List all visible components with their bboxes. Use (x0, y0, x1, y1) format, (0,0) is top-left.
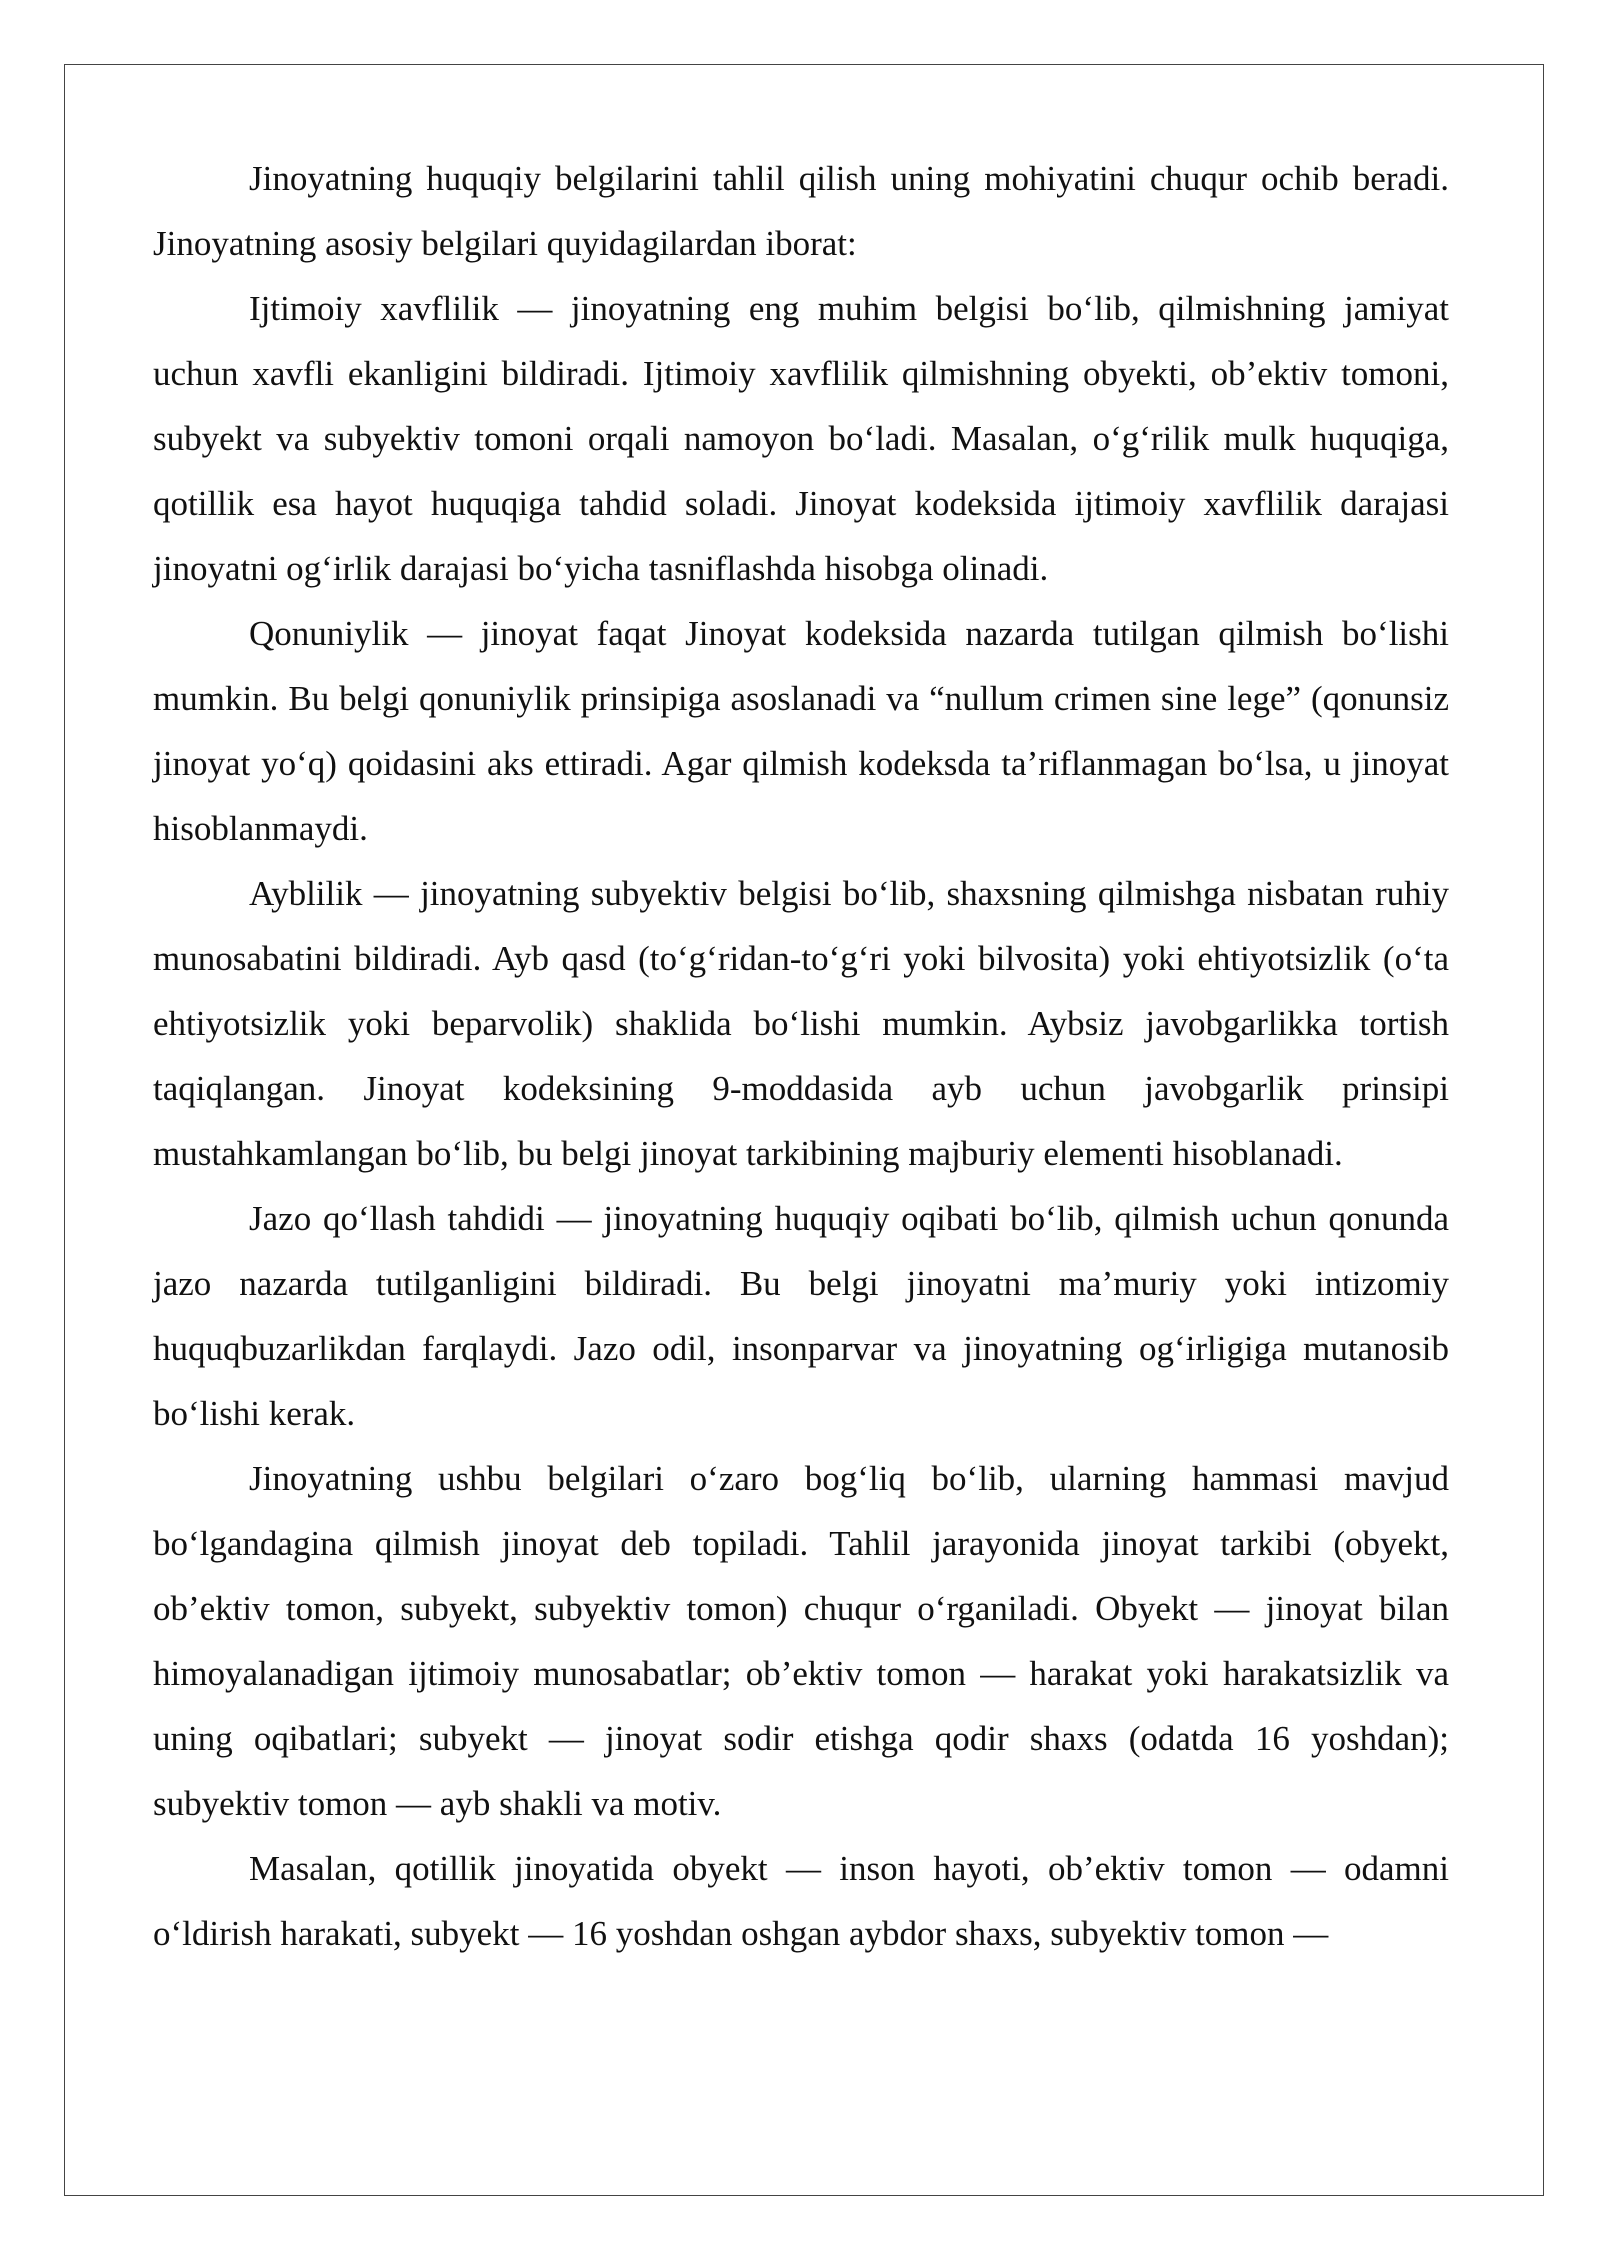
paragraph-punishment-threat: Jazo qo‘llash tahdidi — jinoyatning huquqiy oqibati bo‘lib, qilmish uchun qonunda jazo nazarda tutilganligini bildiradi. Bu belgi jinoyatni ma’muriy yoki intizomiy huquqbuzarlikdan farqlaydi. Jazo odil, insonparvar va jinoyatning og‘irligiga mutanosib bo‘lishi kerak. (153, 1199, 1449, 1433)
paragraph-example-murder: Masalan, qotillik jinoyatida obyekt — inson hayoti, ob’ektiv tomon — odamni o‘ldirish harakati, subyekt — 16 yoshdan oshgan aybdor shaxs, subyektiv tomon — (153, 1849, 1449, 1953)
paragraph-intro: Jinoyatning huquqiy belgilarini tahlil qilish uning mohiyatini chuqur ochib beradi. Jinoyatning asosiy belgilari quyidagilardan iborat: (153, 159, 1449, 263)
document-body (153, 146, 1449, 1966)
paragraph-crime-composition: Jinoyatning ushbu belgilari o‘zaro bog‘liq bo‘lib, ularning hammasi mavjud bo‘lgandagina qilmish jinoyat deb topiladi. Tahlil jarayonida jinoyat tarkibi (obyekt, ob’ektiv tomon, subyekt, subyektiv tomon) chuqur o‘rganiladi. Obyekt — jinoyat bilan himoyalanadigan ijtimoiy munosabatlar; ob’ektiv tomon — harakat yoki harakatsizlik va uning oqibatlari; subyekt — jinoyat sodir etishga qodir shaxs (odatda 16 yoshdan); subyektiv tomon — ayb shakli va motiv. (153, 1459, 1449, 1823)
paragraph-social-danger: Ijtimoiy xavflilik — jinoyatning eng muhim belgisi bo‘lib, qilmishning jamiyat uchun xavfli ekanligini bildiradi. Ijtimoiy xavflilik qilmishning obyekti, ob’ektiv tomoni, subyekt va subyektiv tomoni orqali namoyon bo‘ladi. Masalan, o‘g‘rilik mulk huquqiga, qotillik esa hayot huquqiga tahdid soladi. Jinoyat kodeksida ijtimoiy xavflilik darajasi jinoyatni og‘irlik darajasi bo‘yicha tasniflashda hisobga olinadi. (153, 289, 1449, 588)
paragraph-guilt: Ayblilik — jinoyatning subyektiv belgisi bo‘lib, shaxsning qilmishga nisbatan ruhiy munosabatini bildiradi. Ayb qasd (to‘g‘ridan-to‘g‘ri yoki bilvosita) yoki ehtiyotsizlik (o‘ta ehtiyotsizlik yoki beparvolik) shaklida bo‘lishi mumkin. Aybsiz javobgarlikka tortish taqiqlangan. Jinoyat kodeksining 9-moddasida ayb uchun javobgarlik prinsipi mustahkamlangan bo‘lib, bu belgi jinoyat tarkibining majburiy elementi hisoblanadi. (153, 874, 1449, 1173)
paragraph-legality: Qonuniylik — jinoyat faqat Jinoyat kodeksida nazarda tutilgan qilmish bo‘lishi mumkin. Bu belgi qonuniylik prinsipiga asoslanadi va “nullum crimen sine lege” (qonunsiz jinoyat yo‘q) qoidasini aks ettiradi. Agar qilmish kodeksda ta’riflanmagan bo‘lsa, u jinoyat hisoblanmaydi. (153, 614, 1449, 848)
